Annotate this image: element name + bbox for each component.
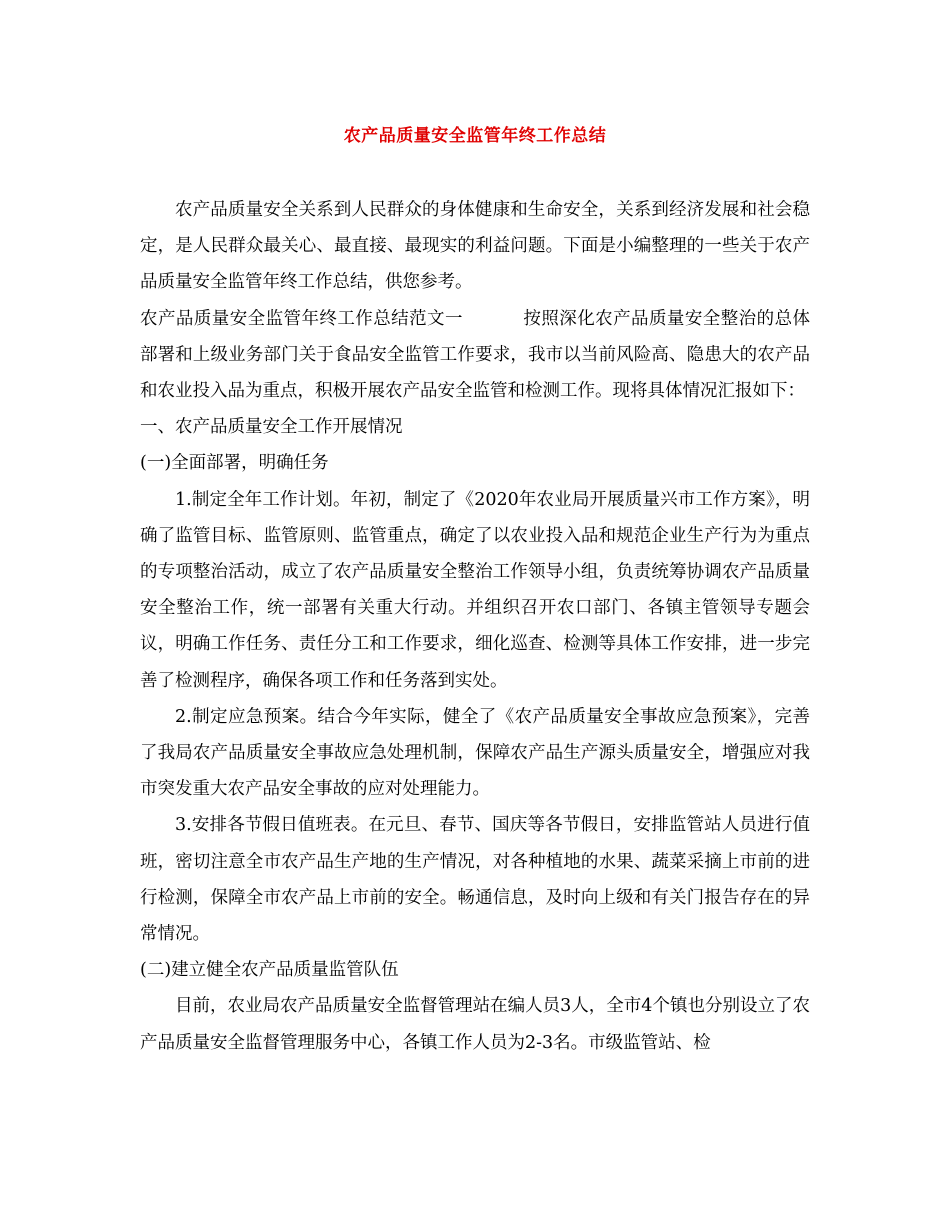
subsection-heading-2: (二)建立健全农产品质量监管队伍 (140, 960, 399, 981)
item-3-paragraph: 3.安排各节假日值班表。在元旦、春节、国庆等各节假日，安排监管站人员进行值班，密切注意全市农产品生产地的生产情况，对各种植地的水果、蔬菜采摘上市前的进行检测，保障全市农产品上市前的安全。畅通信息，及时向上级和有关门报告存在的异常情况。 (140, 815, 810, 945)
section-heading: 一、农产品质量安全工作开展情况 (140, 417, 403, 438)
item-1-paragraph: 1.制定全年工作计划。年初，制定了《2020年农业局开展质量兴市工作方案》，明确了监管目标、监管原则、监管重点，确定了以农业投入品和规范企业生产行为为重点的专项整治活动，成立了农产品质量安全整治工作领导小组，负责统筹协调农产品质量安全整治工作，统一部署有关重大行动。并组织召开农口部门、各镇主管领导专题会议，明确工作任务、责任分工和工作要求，细化巡查、检测等具体工作安排，进一步完善了检测程序，确保各项工作和任务落到实处。 (140, 489, 810, 691)
sample-heading: 农产品质量安全监管年终工作总结范文一 (140, 308, 463, 329)
document-title: 农产品质量安全监管年终工作总结 (343, 126, 607, 146)
document-body (140, 192, 810, 1061)
sample-lead-text: 按照深化农产品质量安全整治的总体部署和上级业务部门关于食品安全监管工作要求，我市以当前风险高、隐患大的农产品和农业投入品为重点，积极开展农产品安全监管和检测工作。现将具体情况汇报如下： (140, 308, 811, 402)
last-paragraph: 目前，农业局农产品质量安全监督管理站在编人员3人，全市4个镇也分别设立了农产品质量安全监督管理服务中心，各镇工作人员为2-3名。市级监管站、检 (140, 996, 810, 1053)
sample-paragraph (140, 301, 810, 410)
intro-paragraph: 农产品质量安全关系到人民群众的身体健康和生命安全，关系到经济发展和社会稳定，是人民群众最关心、最直接、最现实的利益问题。下面是小编整理的一些关于农产品质量安全监管年终工作总结，供您参考。 (140, 200, 810, 293)
item-2-paragraph: 2.制定应急预案。结合今年实际，健全了《农产品质量安全事故应急预案》，完善了我局农产品质量安全事故应急处理机制，保障农产品生产源头质量安全，增强应对我市突发重大农产品安全事故的应对处理能力。 (140, 706, 810, 800)
subsection-heading-1: (一)全面部署，明确任务 (140, 453, 329, 474)
